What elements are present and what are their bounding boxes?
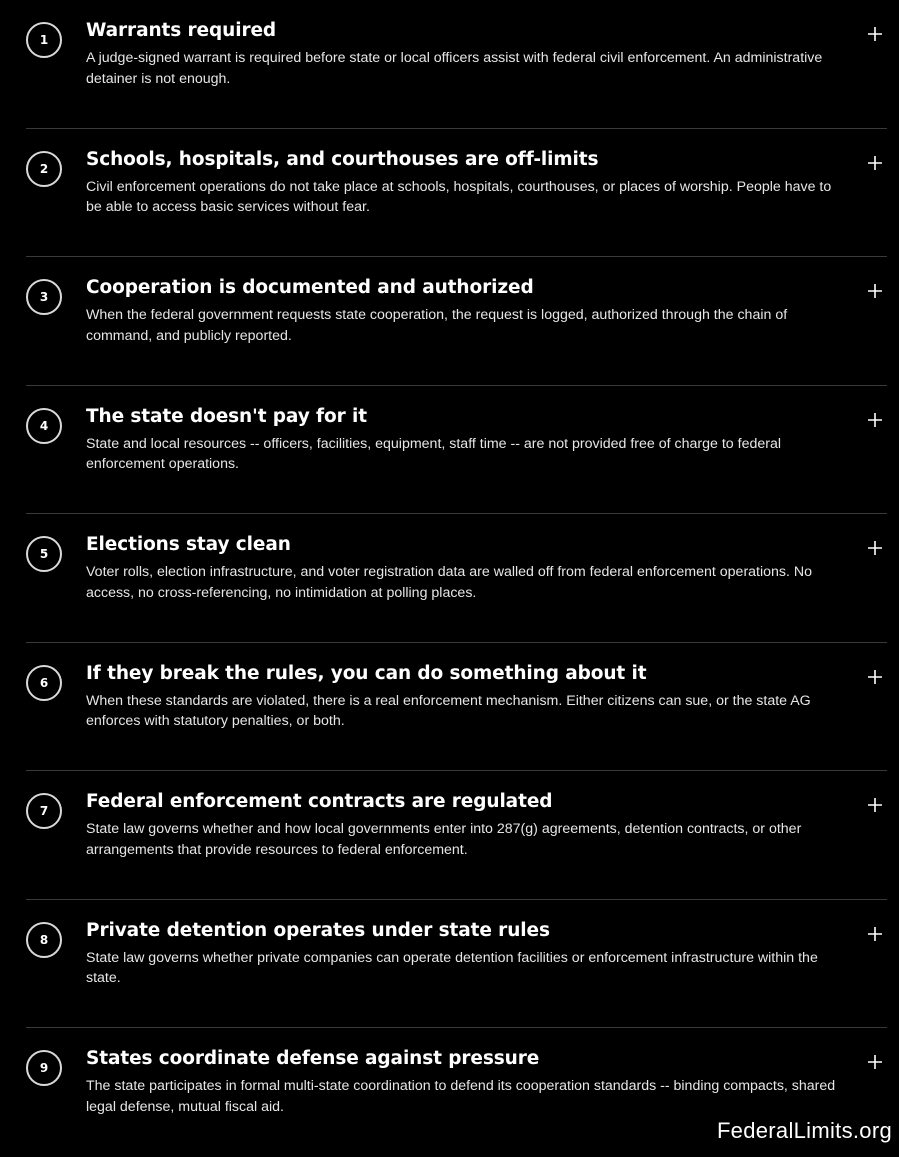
item-number-badge: 8 [26, 922, 62, 958]
accordion-item-state-pay[interactable] [26, 386, 887, 515]
item-title[interactable]: Elections stay clean [86, 534, 291, 555]
plus-icon[interactable] [867, 540, 883, 556]
site-watermark: FederalLimits.org [716, 1118, 892, 1143]
item-description: Civil enforcement operations do not take place at schools, hospitals, courthouses, or places of worship. People have to be able to access basic services without fear. [86, 178, 832, 215]
item-number-badge: 9 [26, 1050, 62, 1086]
accordion-item-off-limits[interactable] [26, 129, 887, 258]
plus-icon[interactable] [867, 1054, 883, 1070]
accordion-item-cooperation[interactable] [26, 257, 887, 386]
item-title[interactable]: Warrants required [86, 20, 277, 41]
item-title[interactable]: States coordinate defense against pressure [86, 1048, 540, 1069]
plus-icon[interactable] [867, 669, 883, 685]
item-description: State law governs whether private companies can operate detention facilities or enforcement infrastructure within the state. [86, 949, 818, 986]
item-number-badge: 2 [26, 151, 62, 187]
item-title[interactable]: Schools, hospitals, and courthouses are off-limits [86, 148, 599, 170]
item-number-badge: 1 [26, 22, 62, 58]
plus-icon[interactable] [867, 412, 883, 428]
item-description: State and local resources -- officers, facilities, equipment, staff time -- are not provided free of charge to federal enforcement operations. [86, 435, 782, 472]
accordion-item-elections[interactable] [26, 514, 887, 643]
item-title[interactable]: Federal enforcement contracts are regulated [86, 791, 553, 812]
item-description: State law governs whether and how local governments enter into 287(g) agreements, detention contracts, or other arrangements that provide resources to federal enforcement. [86, 821, 802, 858]
accordion-item-warrants[interactable] [26, 0, 887, 129]
item-description: A judge-signed warrant is required before state or local officers assist with federal civil enforcement. An administrative detainer is not enough. [86, 50, 823, 87]
plus-icon[interactable] [867, 926, 883, 942]
item-number-badge: 5 [26, 536, 62, 572]
item-title[interactable]: If they break the rules, you can do something about it [86, 662, 647, 684]
item-title[interactable]: Cooperation is documented and authorized [86, 277, 534, 298]
accordion-item-enforcement[interactable] [26, 643, 887, 772]
item-number-badge: 6 [26, 665, 62, 701]
plus-icon[interactable] [867, 155, 883, 171]
item-description: The state participates in formal multi-state coordination to defend its cooperation standards -- binding compacts, shared legal defense, mutual fiscal aid. [86, 1078, 836, 1115]
item-number-badge: 4 [26, 408, 62, 444]
plus-icon[interactable] [867, 26, 883, 42]
item-description: When the federal government requests state cooperation, the request is logged, authorized through the chain of command, and publicly reported. [86, 307, 788, 344]
item-title[interactable]: Private detention operates under state rules [86, 919, 550, 941]
plus-icon[interactable] [867, 797, 883, 813]
item-description: Voter rolls, election infrastructure, and voter registration data are walled off from federal enforcement operations. No access, no cross-referencing, no intimidation at polling places. [86, 564, 813, 601]
plus-icon[interactable] [867, 283, 883, 299]
item-title[interactable]: The state doesn't pay for it [86, 405, 367, 427]
item-number-badge: 3 [26, 279, 62, 315]
item-description: When these standards are violated, there is a real enforcement mechanism. Either citizens can sue, or the state AG enforces with statutory penalties, or both. [86, 692, 811, 729]
item-number-badge: 7 [26, 793, 62, 829]
accordion-item-private-detention[interactable] [26, 900, 887, 1029]
standards-accordion [26, 0, 887, 1157]
accordion-item-contracts[interactable] [26, 771, 887, 900]
